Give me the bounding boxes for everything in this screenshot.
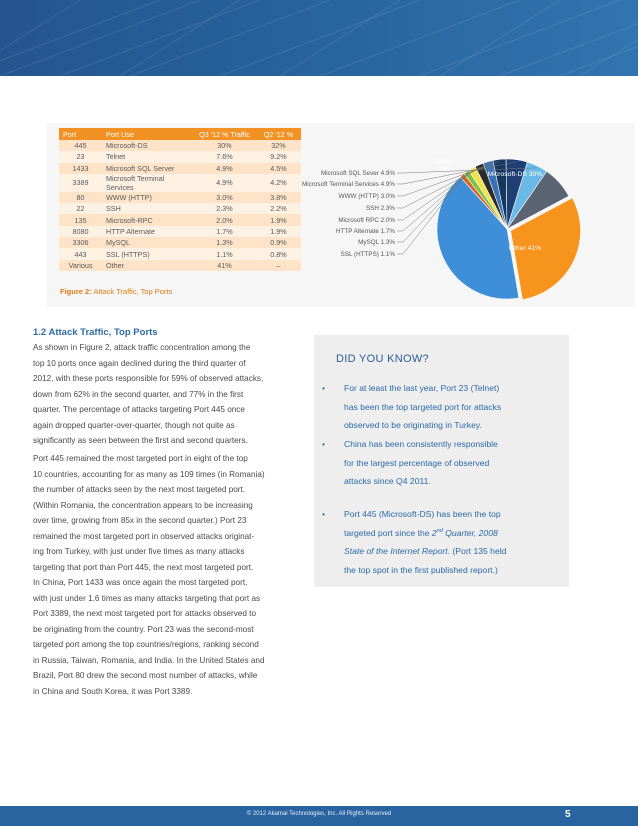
slice-label-outside: SSH 2.3% [365, 205, 395, 212]
paragraph-line: quarter. The percentage of attacks targeting Port 445 once [33, 405, 245, 414]
cell-q3: 2.3% [193, 203, 256, 214]
dyk-item3-ordinal-suffix: nd [436, 527, 443, 534]
slice-label-telnet: Telnet [434, 158, 452, 165]
body-paragraph-1 [33, 340, 298, 449]
slice-label-outside: Microsoft RPC 2.0% [338, 217, 395, 224]
paragraph-line: targeted port among the top countries/regions, ranking second [33, 640, 259, 649]
paragraph-line: in China and South Korea, it was Port 3389. [33, 686, 193, 696]
paragraph-line: (Within Romania, the concentration appears to be increasing [33, 500, 253, 510]
header-banner [0, 0, 638, 76]
cell-port-use: Other [102, 260, 193, 271]
cell-port-use: Telnet [102, 151, 193, 162]
page-number: 5 [565, 809, 571, 820]
cell-port: 23 [59, 151, 102, 162]
did-you-know-box [314, 335, 569, 587]
cell-port-use: Microsoft SQL Server [102, 163, 193, 174]
body-paragraph-2 [33, 451, 298, 699]
cell-port: 3389 [59, 174, 102, 192]
cell-port-use: MySQL [102, 237, 193, 248]
paragraph-line: In China, Port 1433 was once again the most targeted port, [33, 578, 248, 587]
dyk-item3-line: the top spot in the first published report.) [344, 564, 498, 575]
paragraph-line: significantly as seen between the first and second quarters. [33, 436, 248, 445]
paragraph-line: in Russia, Taiwan, Romania, and India. In the United States and [33, 655, 265, 665]
cell-q3: 30% [193, 140, 256, 151]
cell-q3: 3.0% [193, 192, 256, 203]
paragraph-line: down from 62% in the second quarter, and 77% in the first [33, 389, 244, 399]
cell-q2: 1.9% [256, 214, 301, 225]
paragraph-line: top 10 ports once again declined during the third quarter of [33, 358, 246, 368]
slice-label-outside: HTTP Alternate 1.7% [335, 228, 395, 235]
cell-port: Various [59, 260, 102, 271]
figure-caption-label: Figure 2: [60, 287, 92, 296]
figure-panel [47, 123, 635, 307]
section-heading: 1.2 Attack Traffic, Top Ports [33, 327, 158, 338]
cell-q3: 1.3% [193, 237, 256, 248]
cell-port-use: Microsoft-RPC [102, 214, 193, 225]
slice-label-outside: Microsoft SQL Sever 4.9% [321, 170, 395, 177]
col-header-q2: Q2 '12 % [256, 128, 301, 140]
dyk-item2-line: for the largest percentage of observed [344, 457, 490, 468]
cell-q3: 41% [193, 260, 256, 271]
dyk-item1-line: observed to be originating in Turkey. [344, 420, 482, 430]
paragraph-line: Port 445 remained the most targeted port in eight of the top [33, 454, 248, 463]
cell-q2: 3.8% [256, 192, 301, 203]
cell-q2: 1.9% [256, 226, 301, 237]
cell-port: 80 [59, 192, 102, 203]
dyk-item1-line: For at least the last year, Port 23 (Telnet) [344, 383, 500, 393]
footer-copyright: © 2012 Akamai Technologies, Inc. All Rights Reserved [246, 811, 392, 817]
figure-caption-text: Attack Traffic, Top Ports [91, 287, 173, 296]
cell-q3: 4.9% [193, 163, 256, 174]
cell-q2: 4.5% [256, 163, 301, 174]
slice-label-outside: SSL (HTTPS) 1.1% [340, 251, 395, 258]
dyk-item3-text: targeted port since the [344, 527, 432, 538]
cell-port: 8080 [59, 226, 102, 237]
paragraph-line: targeting that port than Port 445, the next most targeted port. [33, 562, 254, 572]
paragraph-line: again dropped quarter-over-quarter, though not quite as [33, 420, 235, 430]
cell-q3: 1.1% [193, 248, 256, 259]
cell-port: 135 [59, 214, 102, 225]
paragraph-line: 2012, with these ports responsible for 59% of observed attacks, [33, 374, 264, 383]
paragraph-line: As shown in Figure 2, attack traffic concentration among the [33, 343, 251, 352]
cell-q3: 2.0% [193, 214, 256, 225]
dyk-item3-line [344, 542, 506, 561]
cell-port: 445 [59, 140, 102, 151]
attack-traffic-pie-chart [47, 123, 635, 307]
col-header-port: Port [59, 128, 102, 140]
paragraph-line: be originating from the country. Port 23 was the second-most [33, 624, 254, 634]
slice-label-outside: Microsoft Terminal Services 4.9% [302, 181, 395, 188]
cell-port-use: WWW (HTTP) [102, 192, 193, 203]
dyk-item3-report-title: State of the Internet Report [344, 546, 448, 556]
bullet-icon: • [322, 439, 326, 449]
slice-label-outside: MySQL 1.3% [358, 239, 395, 246]
slice-label-microsoft-ds: Microsoft-DS 30% [487, 171, 543, 178]
paragraph-line: 10 countries, accounting for as many as 109 times (in Romania) [33, 469, 265, 479]
cell-q2: 2.2% [256, 203, 301, 214]
slice-label-other: Other 41% [508, 245, 542, 252]
cell-port-use: SSL (HTTPS) [102, 248, 193, 259]
cell-q3: 7.6% [193, 151, 256, 162]
paragraph-line: Port 3389, the next most targeted port for attacks observed to [33, 609, 257, 618]
bullet-icon: • [322, 383, 326, 393]
paragraph-line: remained the most targeted port in observed attacks originat- [33, 531, 255, 541]
paragraph-line: Brazil, Port 80 drew the second most number of attacks, while [33, 671, 258, 680]
dyk-item3-quarter: Quarter, 2008 [442, 527, 498, 538]
paragraph-line: with just under 1.6 times as many attacks targeting that port as [33, 593, 261, 603]
paragraph-line: ing from Turkey, with just under five times as many attacks [33, 547, 245, 556]
dyk-item2-line: China has been consistently responsible [344, 439, 498, 449]
paragraph-line: over time, growing from 85x in the second quarter.) Port 23 [33, 516, 247, 525]
cell-q3: 1.7% [193, 226, 256, 237]
cell-q2: 0.8% [256, 248, 301, 259]
cell-port: 3306 [59, 237, 102, 248]
paragraph-line: the number of attacks seen by the next most targeted port. [33, 485, 246, 494]
slice-label-outside: WWW (HTTP) 3.0% [338, 193, 395, 200]
cell-q2: – [256, 260, 301, 271]
banner-decoration [0, 0, 638, 76]
cell-q2: 9.2% [256, 151, 301, 162]
dyk-item3-text: . (Port 135 held [447, 546, 507, 556]
slice-label-telnet-value: 7.6% [435, 167, 451, 174]
col-header-port-use: Port Use [102, 128, 193, 140]
col-header-q3: Q3 '12 % Traffic [193, 128, 256, 140]
dyk-item3-line: Port 445 (Microsoft-DS) has been the top [344, 509, 501, 519]
cell-q3: 4.9% [193, 174, 256, 192]
cell-q2: 0.9% [256, 237, 301, 248]
dyk-item2-line: attacks since Q4 2011. [344, 476, 431, 486]
cell-q2: 32% [256, 140, 301, 151]
cell-q2: 4.2% [256, 174, 301, 192]
dyk-item1-line: has been the top targeted port for attacks [344, 401, 502, 412]
dyk-item3-line [344, 524, 506, 543]
cell-port: 22 [59, 203, 102, 214]
footer-bar [0, 806, 638, 826]
cell-port-use: SSH [102, 203, 193, 214]
cell-port-use: HTTP Alternate [102, 226, 193, 237]
cell-port-use: Microsoft Terminal Services [102, 174, 193, 192]
cell-port: 1433 [59, 163, 102, 174]
dyk-item3-ordinal: 2 [431, 527, 437, 538]
did-you-know-title: DID YOU KNOW? [336, 353, 429, 365]
cell-port-use: Microsoft-DS [102, 140, 193, 151]
cell-port: 443 [59, 248, 102, 259]
bullet-icon: • [322, 509, 326, 519]
